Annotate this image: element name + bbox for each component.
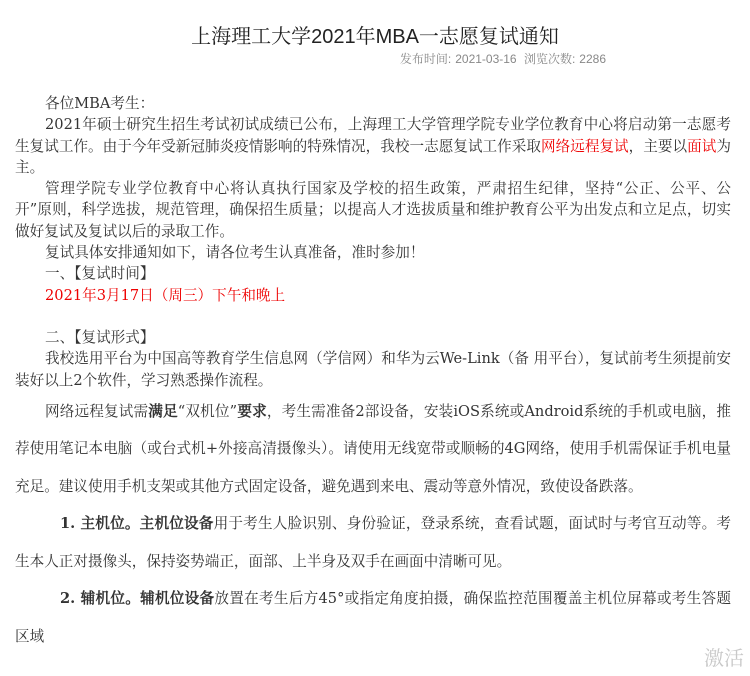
views-count: 2286: [579, 52, 606, 66]
publish-date: 2021-03-16: [455, 52, 517, 66]
greeting: 各位MBA考生：: [45, 95, 155, 112]
views-label: 浏览次数:: [523, 52, 576, 66]
paragraph-intro: [15, 114, 731, 178]
paragraph-arrangement: 复试具体安排通知如下，请各位考生认真准备，准时参加！: [45, 244, 425, 262]
publish-label: 发布时间:: [399, 52, 452, 66]
text: 网络远程复试需: [45, 402, 149, 420]
item-main-camera: [15, 505, 731, 580]
paragraph-platform: 我校选用平台为中国高等教育学生信息网（学信网）和华为云We-Link（备 用平台），复试前考生须提前安装好以上2个软件，学习熟悉操作流程。: [15, 350, 731, 389]
activation-watermark: 激活: [704, 646, 744, 670]
text: 用于考生人脸识别、身份验证，登录系统，查看试题，面试时与考官互动等。考生本人正对摄像头，保持姿势端正，面部、上半身及双手在画面中清晰可见。: [15, 515, 731, 570]
text: 满足: [148, 402, 178, 420]
text: 2021年硕士研究生招生考试初试成绩已公布，上海理工大学管理学院专业学位教育中心将启动第一志愿考生复试工作。由于今年受新冠肺炎疫情影响的特殊情况，我校一志愿复试工作采取: [15, 116, 731, 155]
paragraph-policy: 管理学院专业学位教育中心将认真执行国家及学校的招生政策，严肃招生纪律，坚持“公正、公平、公开”原则，科学选拔，规范管理，确保招生质量；以提高人才选拔质量和维护教育公平为出发点和立足点，切实做好复试及复试以后的录取工作。: [15, 180, 731, 240]
text: 2. 辅机位。辅机位设备: [60, 590, 215, 608]
text: 1. 主机位。主机位设备: [60, 515, 214, 533]
text: 为主。: [15, 137, 731, 176]
article-meta: [400, 50, 610, 67]
article-body: [15, 93, 731, 655]
text: ，考生需准备2部设备，安装iOS系统或Android系统的手机或电脑，推荐使用笔记本电脑（或台式机+外接高清摄像头）。请使用无线宽带或顺畅的4G网络，使用手机需保证手机电量充足。建议使用手机支架或其他方式固定设备，避免遇到来电、震动等意外情况，致使设备跌落。: [15, 402, 731, 495]
section-time-heading: 一、【复试时间】: [45, 265, 155, 283]
highlight-remote-retest: 网络远程复试: [541, 137, 629, 155]
text: 放置在考生后方45°或指定角度拍摄，确保监控范围覆盖主机位屏幕或考生答题区域: [15, 590, 731, 645]
page-title: 上海理工大学2021年MBA一志愿复试通知: [191, 26, 559, 48]
paragraph-dual-camera: [15, 393, 731, 506]
text: 要求: [237, 402, 267, 420]
section-format-heading: 二、【复试形式】: [45, 328, 155, 346]
retest-time: 2021年3月17日（周三）下午和晚上: [45, 286, 286, 304]
highlight-interview: 面试: [687, 137, 717, 155]
text: ，主要以: [628, 137, 688, 155]
item-aux-camera: [15, 580, 731, 655]
text: “双机位”: [177, 402, 238, 420]
